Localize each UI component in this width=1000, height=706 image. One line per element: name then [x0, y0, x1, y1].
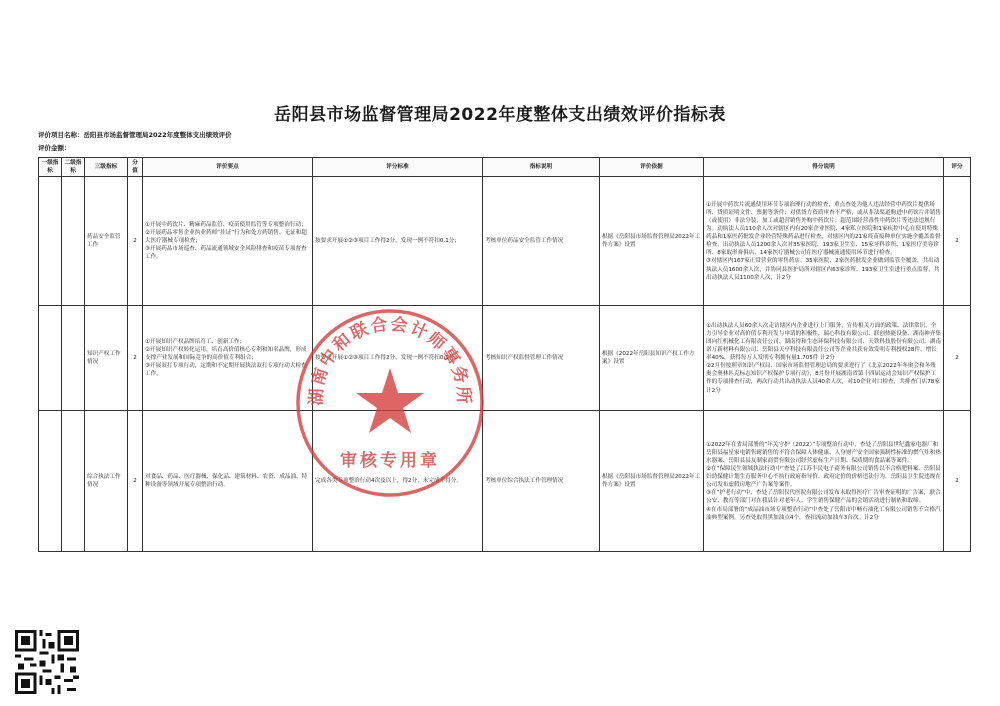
cell-standard: 完成各类专项整治行动4次及以上，得2分，未完成不得分。	[313, 411, 483, 552]
project-label: 评价项目名称：	[38, 131, 84, 139]
header-level1: 一级指标	[39, 158, 62, 177]
cell-level2	[62, 306, 85, 411]
indicator-table	[38, 157, 971, 552]
table-row	[39, 411, 971, 552]
header-score: 分值	[128, 158, 143, 177]
header-note: 指标说明	[483, 158, 600, 177]
cell-standard: 按要求开展①②③项目工作得2分，发现一例不符扣0.1分；	[313, 177, 483, 306]
cell-level1	[39, 177, 62, 306]
cell-final: 2	[944, 177, 971, 306]
cell-final: 2	[944, 411, 971, 552]
table-row	[39, 306, 971, 411]
table-row	[39, 177, 971, 306]
cell-basis: 根据《岳阳县市场监督管理局2022年工作方案》设置	[600, 177, 704, 306]
qr-code-icon	[15, 630, 79, 694]
cell-indicator: 综合执法工作情况	[85, 411, 128, 552]
cell-score: 2	[128, 177, 143, 306]
header-standard: 评分标准	[313, 158, 483, 177]
project-name: 岳阳县市场监督管理局2022年度整体支出绩效评价	[83, 131, 232, 139]
cell-points: ①开展中药饮片、精麻药品监管、疫苗使用监管等专项整治行动； ②开展药品零售企业执业药师“挂证”行为和处方药销售、无证和超大医疗器械专项检查； ③开展药品市场巡查、药品流通领域安全风险排查和疫苗专项督查工作。	[143, 177, 313, 306]
header-basis: 评价依据	[600, 158, 704, 177]
document-title: 岳阳县市场监督管理局2022年度整体支出绩效评价指标表	[274, 105, 726, 125]
cell-basis: 根据《岳阳县市场监督管理局2022年工作方案》设置	[600, 411, 704, 552]
header-points: 评价要点	[143, 158, 313, 177]
cell-final: 2	[944, 306, 971, 411]
header-explain: 得分说明	[704, 158, 944, 177]
cell-level2	[62, 411, 85, 552]
cell-explain: ①出动执法人员60余人次走访辖区内企业进行上门服务，宣传相关方面的政策、法律常识，全力引导企业对高价值专利开发与申请的积极性，瑞心科技有限公司、联创热能设备、湖南神齐集团向红机械化工有限责任公司、湖南得和生态环保科技有限公司、天铁科技股份有限公司、湖南诺万新材料有限公司、岳阳县天亭科技有限责任公司等企业共获有效发明专利授权28件，增长率40%，获得每万人发明专利拥有量1.705件 计2分 ②2月份按照章知识产权局、国家市场监督管理总局的要求进行了《北京2022年冬奥会和冬残奥会奥林匹克标志知识产权保护专项行动》，8月份开展湖南省第十四届运动会知识产权保护工作的专项排查行动，两次行动共出动执法人员40余人次，对10企业对口检查，共排查门店78家 计2分	[704, 306, 944, 411]
amount-line: 评价金额：	[38, 144, 71, 152]
project-name-line	[38, 130, 232, 139]
cell-explain: ①2022年在省局部署的“年关守护（2022）”专项整治行动中，查处了岳阳县世纪鑫家电器厂和岳阳县福星家电销售耐销售的不符合保障人体健康、人身财产安全国家强制性标准的燃气灶和热水器案、岳阳县县友制家商贸有限公司经营虚标生产日期、保质期的食品案等案件。 ②在“保障民生领域执法行动中”查处了江苏丰民电子商务有限公司销售以不合格肥料案、岳阳县妇幼保健计划生育服务中心不执行政府指导价、政府定价的价格违法行为，岳阳县卫生院违规在公司发布虚假房地产广告案等案件。 ③在“护老行动”中，查处了岳阳仅代医院有限公司发布未取得医疗广告审查证明的广告案，联合公安、教育等部门对在我县针对老年人、学生销售保健产品的会销活动进行制依和取缔。 ④在市局部署的“成品油市场专项整治行动”中查处了岳阳市中畅石油化工有限公司销售不合格汽油典型案例。另查处取得黑加油点4个，查扣流动加油车3台次。计2分	[704, 411, 944, 552]
cell-note: 考核单位综合执法工作管理情况	[483, 411, 600, 552]
cell-standard: 按要求开展①②③项目工作得2分，发现一例不符扣0.1分；	[313, 306, 483, 411]
cell-level1	[39, 411, 62, 552]
seal-subtext: 审核专用章	[340, 451, 440, 471]
cell-indicator: 药品安全监管工作	[85, 177, 128, 306]
cell-points: ①开展知识产权品牌培育工、创新工作； ②开展知识产权转化运用，培育高价值核心专利和知名品牌，形成支撑产业发展和国际竞争的高价值专利组合； ③开展双打专项行动，定期和不定期开展执法双打专项行动大检查工作。	[143, 306, 313, 411]
cell-explain: ①开展中药饮片流通使用环节专项治理行动的检查，重点查处为他人违法经营中药饮片提供场所、货质证明文件、票据等条件；对供货方资质审查不严格，或从非法渠道购进中药饮片并销售（或使用）非法分装、加工或超营销售外购中药饮片；超范围经营毒性中药饮片等违法违规行为。动执法人员110余人次对辖区内有20家企业医院、4家私立医院和1家疾控中心在使用特殊药品和1家医药批发企业经营特殊药品进行检查，对辖区内的21家疫苗接种单位实施全覆盖监督检查。出动执法人员1200余人次对35家医院、193家卫生室、15家牙科诊所、1家医疗美容诊所、8家取形膏俱店、14家医疗器械公司在医疗器械流通使用环节进行检查。 ③对辖区内167家正常营业的零售药店、35家医院、2家医药批发企业做到监管全覆盖，共出动执法人员1600余人次，并协同县医护局所对辖区内63家诊所、193家卫生室进行重点监督，共出动执法人员1100余人次，计2分	[704, 177, 944, 306]
cell-level2	[62, 177, 85, 306]
cell-note: 考核单位药品安全监管工作情况	[483, 177, 600, 306]
cell-points: 对食品、药品、医疗器械、保化品、建筑材料、农资、成品油、特种设备等领域开展专项整治行动。	[143, 411, 313, 552]
header-level2: 二级指标	[62, 158, 85, 177]
cell-level1	[39, 306, 62, 411]
cell-note: 考核知识产权监督管理工作情况	[483, 306, 600, 411]
cell-indicator: 知识产权工作情况	[85, 306, 128, 411]
table-header-row	[39, 158, 971, 177]
header-final: 评分	[944, 158, 971, 177]
cell-score: 2	[128, 411, 143, 552]
cell-score: 2	[128, 306, 143, 411]
header-level3: 三级指标	[85, 158, 128, 177]
seal-arc-text: 湖南中和联合会计师事务所	[306, 314, 474, 406]
cell-basis: 根据《2022年岳阳县知识产权工作方案》设置	[600, 306, 704, 411]
